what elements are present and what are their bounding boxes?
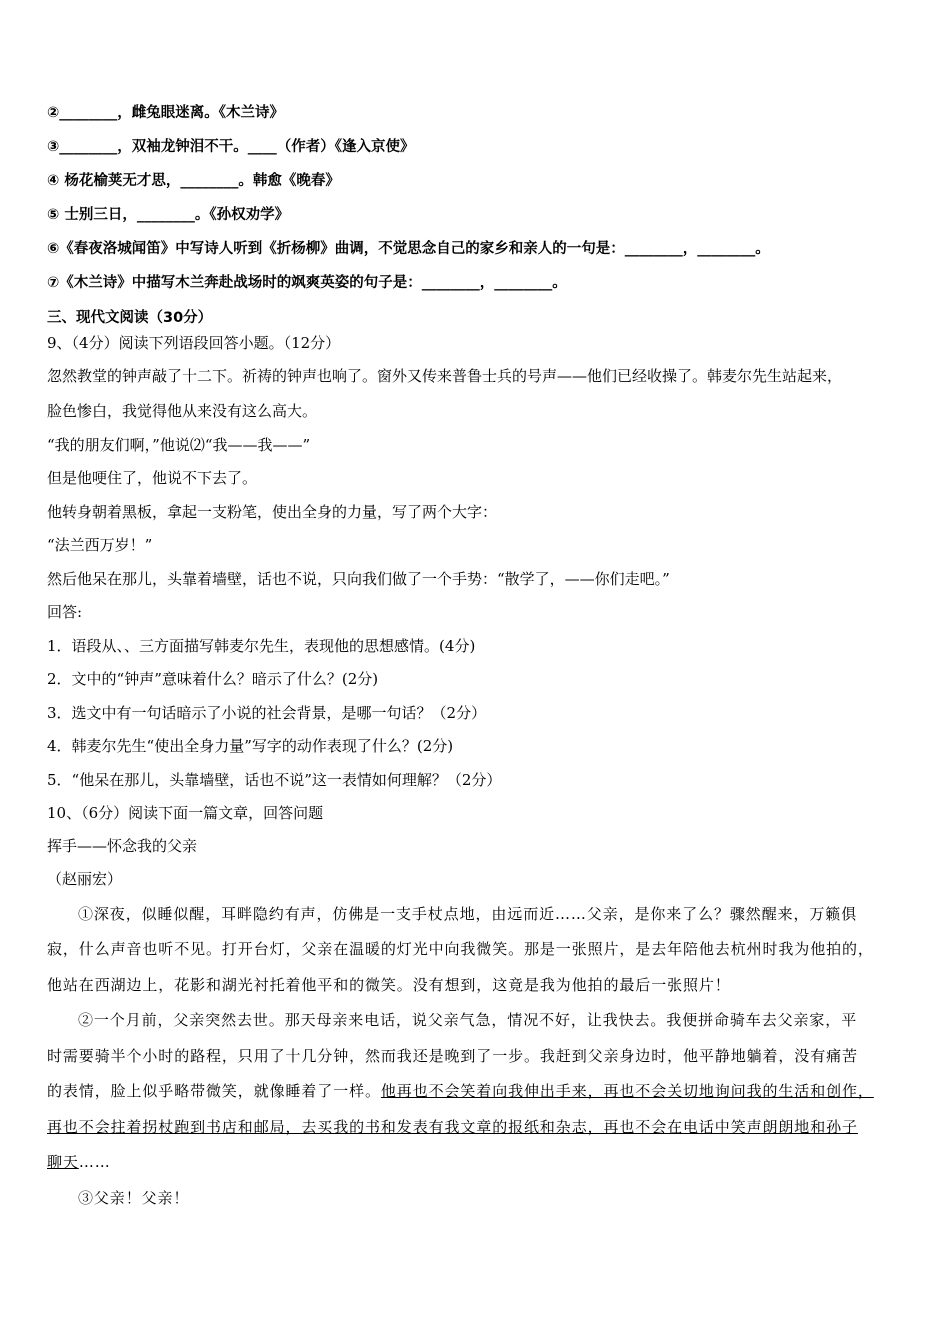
q9-subquestion-2: 2．文中的“钟声”意味着什么？暗示了什么？(2分) (47, 670, 379, 688)
fill-in-item-2: ②________，雌兔眼迷离。《木兰诗》 (47, 105, 285, 121)
q9-paragraph-4: 他转身朝着黑板，拿起一支粉笔，使出全身的力量，写了两个大字： (47, 503, 498, 521)
fill-in-item-6: ⑥《春夜洛城闻笛》中写诗人听到《折杨柳》曲调，不觉思念自己的家乡和亲人的一句是：________，________。 (47, 241, 770, 257)
q9-paragraph-1a: 忽然教堂的钟声敲了十二下。祈祷的钟声也响了。窗外又传来普鲁士兵的号声——他们已经收操了。韩麦尔先生站起来， (47, 367, 843, 385)
q9-subquestion-4: 4．韩麦尔先生“使出全身力量”写字的动作表现了什么？(2分) (47, 737, 454, 755)
q9-subquestion-1: 1．语段从、、三方面描写韩麦尔先生，表现他的思想感情。(4分) (47, 637, 476, 655)
essay-paragraph-2-line-3 (47, 1081, 874, 1101)
essay-paragraph-2-line-5 (47, 1152, 111, 1172)
essay-paragraph-1-line-1: ①深夜，似睡似醒，耳畔隐约有声，仿佛是一支手杖点地，由远而近……父亲，是你来了么？骤然醒来，万籁俱 (78, 905, 858, 923)
essay-paragraph-1-line-3: 他站在西湖边上，花影和湖光衬托着他平和的微笑。没有想到，这竟是我为他拍的最后一张照片！ (47, 976, 731, 994)
underlined-passage-part-3: 聊天 (47, 1153, 79, 1171)
essay-paragraph-2-line-2: 时需要骑半个小时的路程，只用了十几分钟，然而我还是晚到了一步。我赶到父亲身边时，他平静地躺着，没有痛苦 (47, 1047, 858, 1065)
essay-paragraph-3: ③父亲！父亲！ (78, 1189, 190, 1207)
fill-in-item-7: ⑦《木兰诗》中描写木兰奔赴战场时的飒爽英姿的句子是：________，________。 (47, 275, 567, 291)
q9-subquestion-5: 5．“他呆在那儿，头靠墙壁，话也不说”这一表情如何理解？（2分） (47, 771, 502, 789)
q9-paragraph-6: 然后他呆在那儿，头靠着墙壁，话也不说，只向我们做了一个手势：“散学了，——你们走吧。” (47, 570, 670, 588)
q9-paragraph-2: “我的朋友们啊，”他说⑵“我——我——” (47, 436, 311, 454)
q9-paragraph-1b: 脸色惨白，我觉得他从来没有这么高大。 (47, 402, 318, 420)
essay-paragraph-2-line-3-text: 的表情，脸上似乎略带微笑，就像睡着了一样。 (47, 1082, 381, 1100)
q9-paragraph-3: 但是他哽住了，他说不下去了。 (47, 469, 258, 487)
q9-paragraph-5: “法兰西万岁！” (47, 536, 153, 554)
essay-author: （赵丽宏） (47, 870, 123, 888)
underlined-passage-part-2: 再也不会拄着拐杖跑到书店和邮局，去买我的书和发表有我文章的报纸和杂志，再也不会在电话中笑声朗朗地和孙子 (47, 1118, 858, 1136)
essay-paragraph-2-line-1: ②一个月前，父亲突然去世。那天母亲来电话，说父亲气急，情况不好，让我快去。我便拼命骑车去父亲家，平 (78, 1011, 858, 1029)
underlined-passage-part-1: 他再也不会笑着向我伸出手来，再也不会关切地询问我的生活和创作， (380, 1082, 874, 1100)
ellipsis: …… (78, 1153, 111, 1171)
essay-title: 挥手——怀念我的父亲 (47, 837, 198, 855)
fill-in-item-3: ③________，双袖龙钟泪不干。____（作者）《逢入京使》 (47, 139, 415, 155)
section-3-heading: 三、现代文阅读（30分） (47, 310, 213, 326)
answer-label: 回答: (47, 603, 83, 621)
fill-in-item-4: ④ 杨花榆荚无才思，________。韩愈《晚春》 (47, 173, 340, 189)
question-10-title: 10、（6分）阅读下面一篇文章，回答问题 (47, 804, 324, 822)
question-9-title: 9、（4分）阅读下列语段回答小题。（12分） (47, 334, 341, 352)
q9-subquestion-3: 3．选文中有一句话暗示了小说的社会背景，是哪一句话？（2分） (47, 704, 487, 722)
fill-in-item-5: ⑤ 士别三日，________。《孙权劝学》 (47, 207, 290, 223)
essay-paragraph-1-line-2: 寂，什么声音也听不见。打开台灯，父亲在温暖的灯光中向我微笑。那是一张照片，是去年陪他去杭州时我为他拍的， (47, 940, 874, 958)
